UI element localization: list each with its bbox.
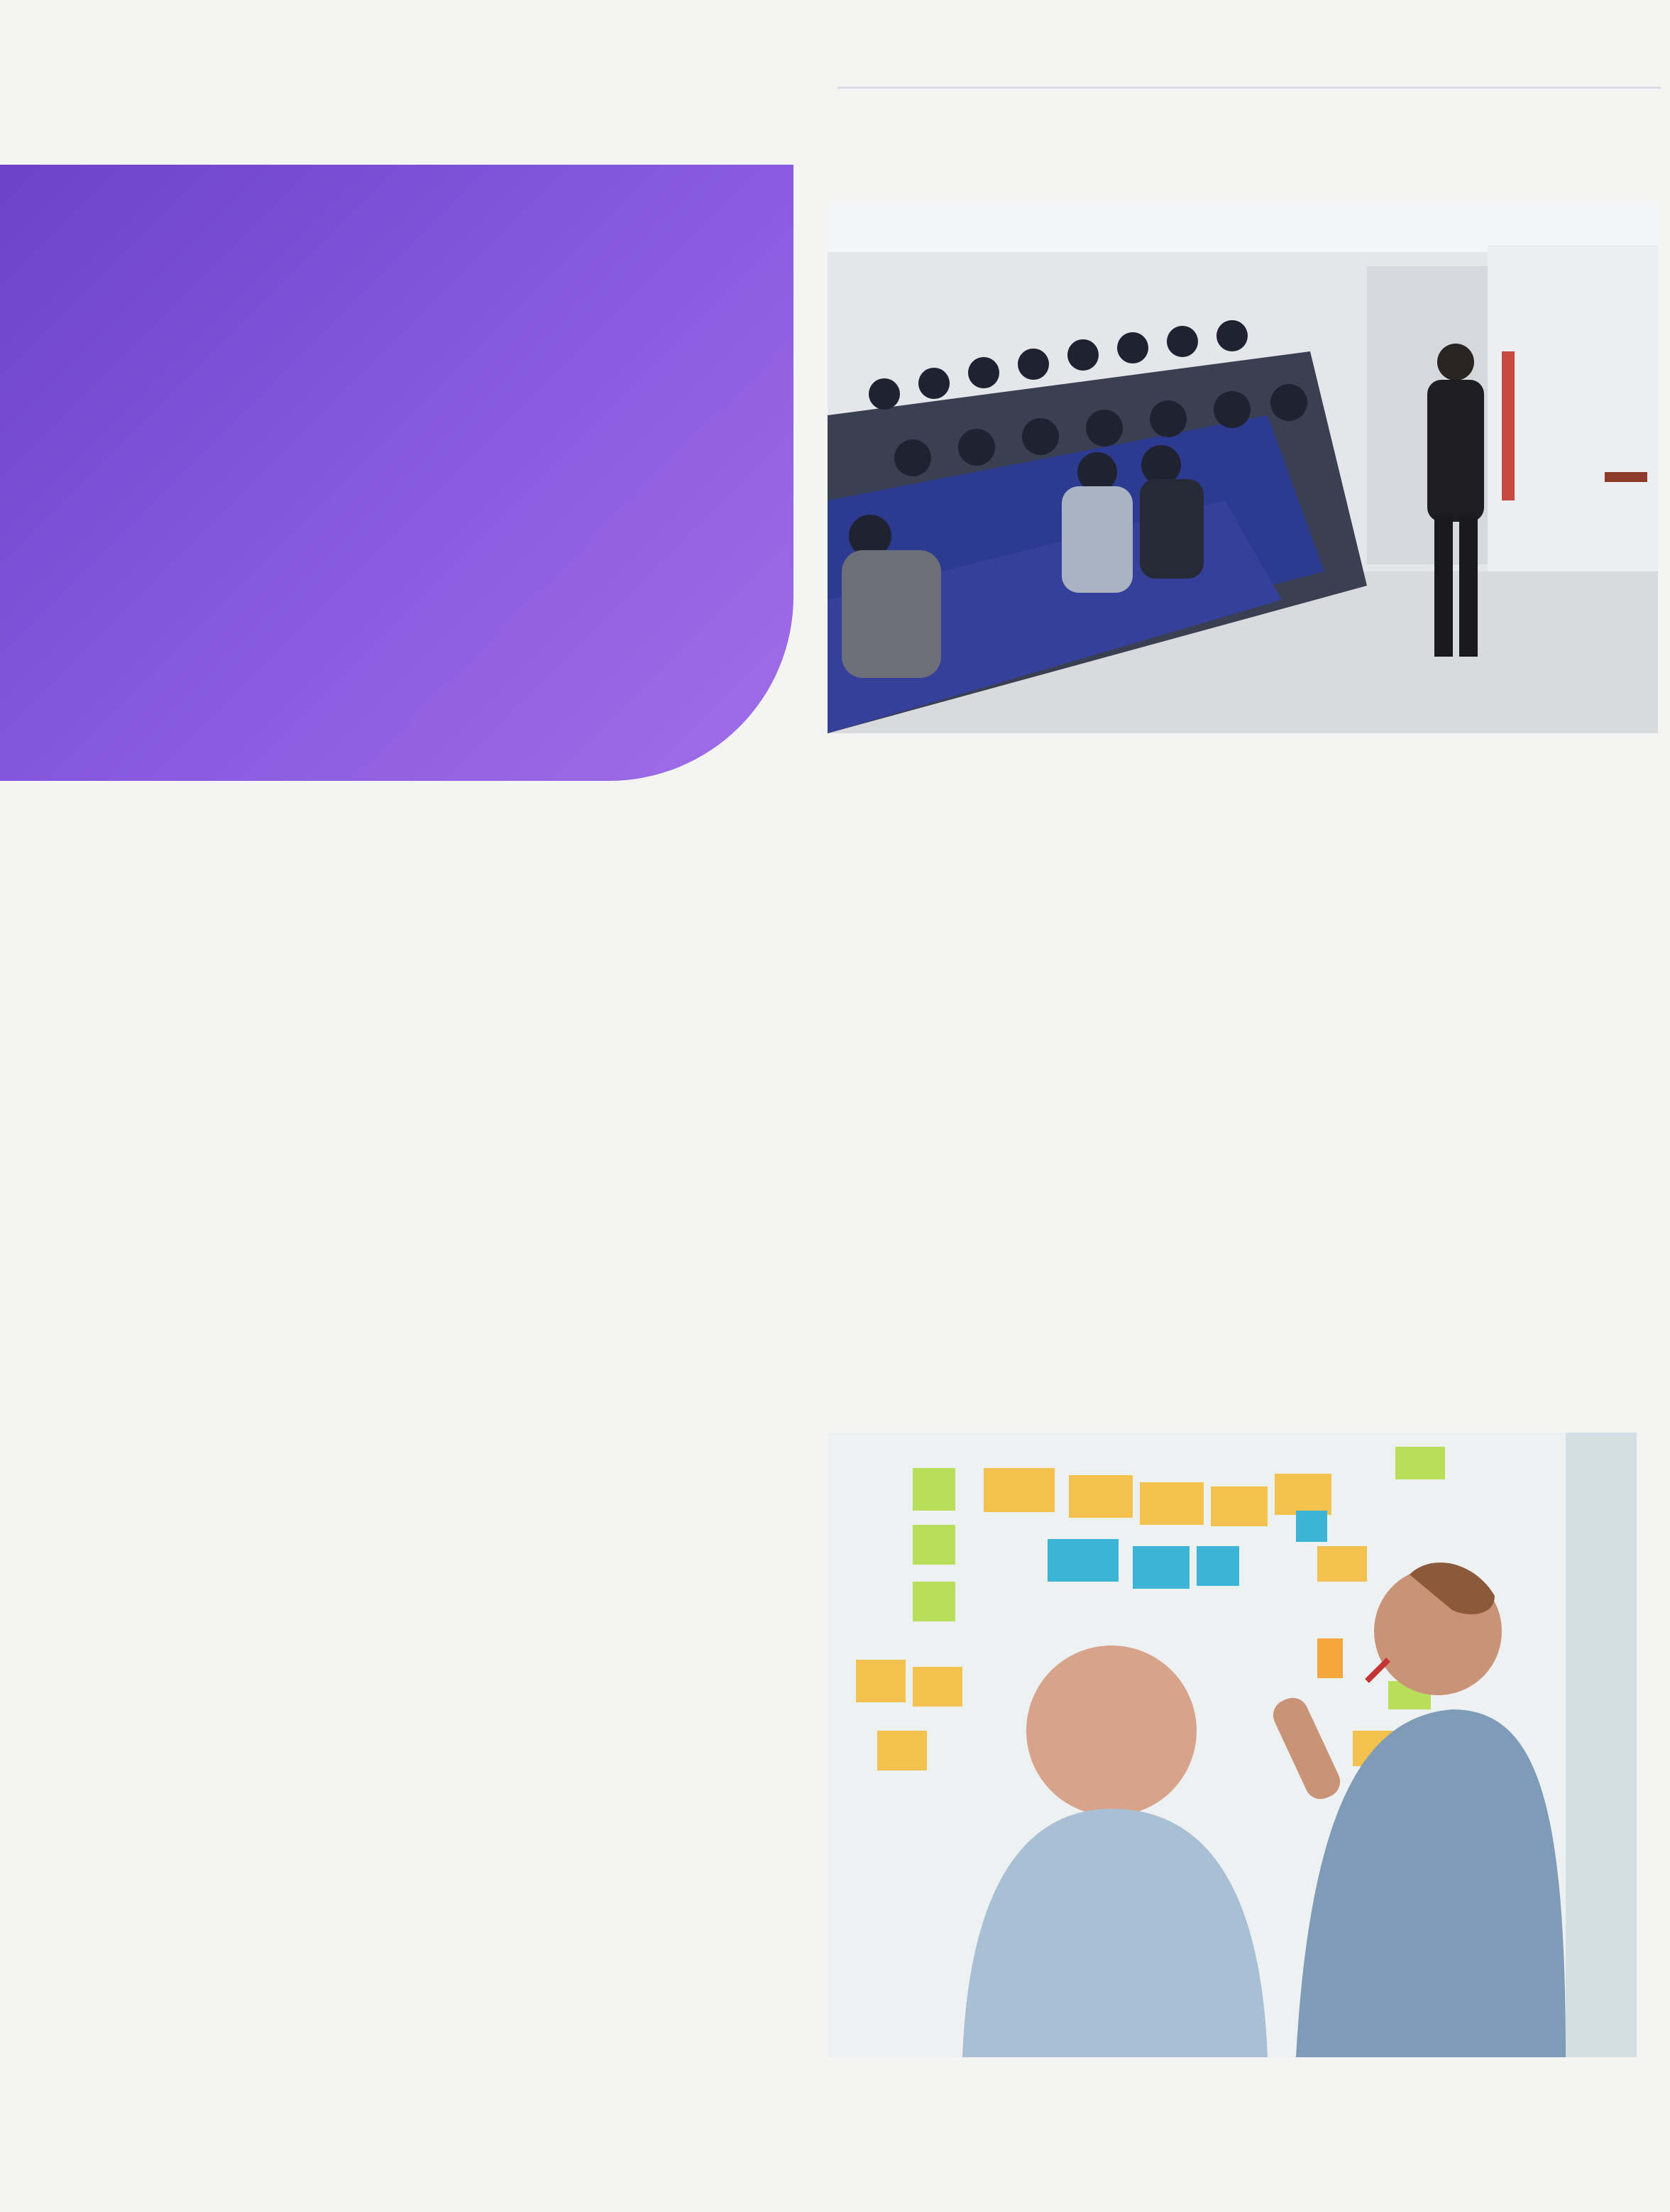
lecture-hall-illustration	[828, 202, 1658, 733]
lecture-hall-photo	[828, 202, 1658, 733]
headline-panel	[0, 165, 793, 781]
sticky-notes-illustration	[828, 1433, 1637, 2057]
header-rule	[837, 87, 1661, 89]
sticky-notes-meeting-photo	[828, 1433, 1637, 2057]
article-column-left	[312, 880, 789, 883]
